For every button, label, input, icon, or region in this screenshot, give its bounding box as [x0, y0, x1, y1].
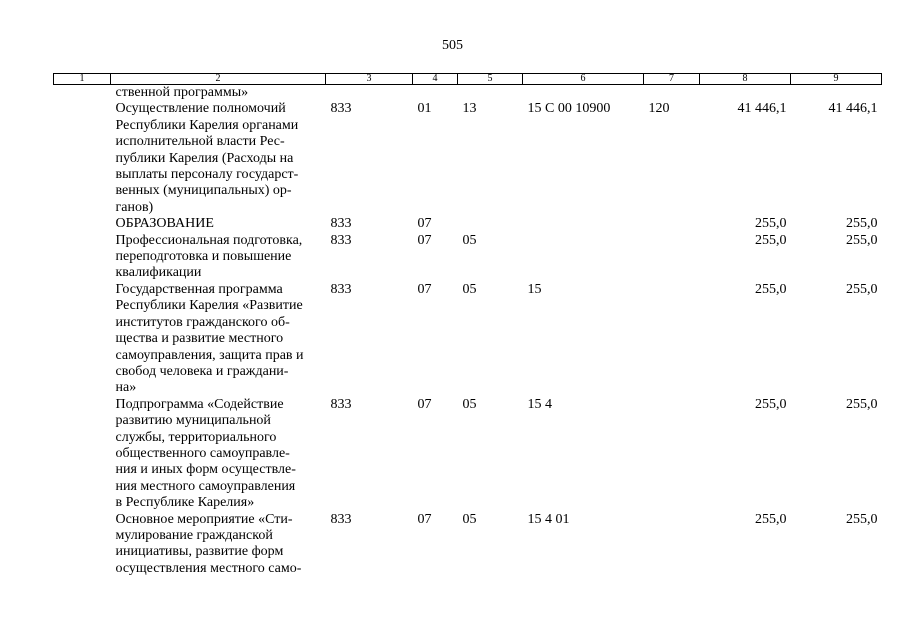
cell-sum-year-2: 41 446,1 [828, 101, 878, 117]
table-row [54, 397, 882, 512]
cell-empty [54, 282, 111, 397]
table-row [54, 85, 882, 102]
cell-ministry-code: 833 [330, 396, 352, 412]
name-line: осуществления местного само- [115, 560, 302, 576]
column-number: 2 [111, 74, 326, 85]
cell-sum-year-1: 255,0 [755, 511, 787, 527]
name-line: общественного самоуправле- [115, 445, 290, 461]
cell-sum-year-1 [700, 85, 791, 102]
cell-empty [54, 101, 111, 216]
cell-name [111, 216, 326, 232]
cell-section: 07 [417, 396, 432, 412]
name-line: свобод человека и граждани- [115, 363, 289, 379]
name-line: службы, территориального [115, 429, 277, 445]
column-number: 1 [54, 74, 111, 85]
column-number: 4 [413, 74, 458, 85]
column-number: 5 [458, 74, 523, 85]
table-row [54, 233, 882, 282]
column-number: 3 [326, 74, 413, 85]
name-line: в Республике Карелия» [115, 495, 255, 511]
cell-empty [54, 216, 111, 232]
name-line: Подпрограмма «Содействие [115, 396, 284, 412]
name-line: переподготовка и повышение [115, 249, 292, 265]
cell-ministry-code [326, 85, 413, 102]
name-line: развитию муниципальной [115, 413, 271, 429]
name-line: Осуществление полномочий [115, 101, 286, 117]
cell-section: 07 [417, 216, 432, 232]
name-line: ния и иных форм осуществле- [115, 462, 296, 478]
cell-subsection [458, 85, 523, 102]
cell-target-article [523, 233, 644, 282]
cell-name [111, 397, 326, 512]
table-row [54, 101, 882, 216]
cell-target-article: 15 4 01 [527, 511, 570, 527]
name-line: ганов) [115, 199, 154, 215]
cell-target-article: 15 С 00 10900 [527, 101, 611, 117]
cell-section: 07 [417, 232, 432, 248]
cell-ministry-code: 833 [330, 232, 352, 248]
cell-expense-type [644, 397, 700, 512]
table-row [54, 512, 882, 578]
cell-empty [54, 397, 111, 512]
cell-expense-type [644, 216, 700, 232]
name-line: исполнительной власти Рес- [115, 134, 285, 150]
cell-section [413, 85, 458, 102]
column-number: 9 [791, 74, 882, 85]
column-number: 7 [644, 74, 700, 85]
cell-name [111, 233, 326, 282]
cell-sum-year-2: 255,0 [846, 281, 878, 297]
name-line: ственной программы» [115, 85, 249, 100]
column-number-row [54, 74, 882, 85]
cell-ministry-code: 833 [330, 216, 352, 232]
cell-name [111, 282, 326, 397]
cell-subsection: 05 [462, 281, 477, 297]
cell-sum-year-1: 255,0 [755, 396, 787, 412]
cell-empty [54, 512, 111, 578]
name-line: щества и развитие местного [115, 331, 284, 347]
cell-sum-year-1: 255,0 [755, 216, 787, 232]
cell-subsection: 13 [462, 101, 477, 117]
budget-table [53, 73, 882, 577]
cell-expense-type: 120 [648, 101, 670, 117]
table-row [54, 216, 882, 232]
cell-sum-year-1: 41 446,1 [737, 101, 787, 117]
cell-expense-type [644, 233, 700, 282]
cell-subsection: 05 [462, 396, 477, 412]
cell-section: 07 [417, 511, 432, 527]
name-line: венных (муниципальных) ор- [115, 183, 292, 199]
name-line: квалификации [115, 265, 202, 281]
name-line: на» [115, 380, 137, 396]
name-line: институтов гражданского об- [115, 314, 290, 330]
name-line: выплаты персоналу государст- [115, 167, 299, 183]
name-line: ния местного самоуправления [115, 478, 296, 494]
cell-sum-year-2: 255,0 [846, 511, 878, 527]
cell-target-article: 15 4 [527, 396, 552, 412]
cell-sum-year-2 [791, 85, 882, 102]
name-line: ОБРАЗОВАНИЕ [115, 216, 214, 232]
table-body [54, 85, 882, 578]
cell-name [111, 85, 326, 102]
column-number: 8 [700, 74, 791, 85]
cell-sum-year-2: 255,0 [846, 232, 878, 248]
cell-ministry-code: 833 [330, 511, 352, 527]
cell-empty [54, 233, 111, 282]
cell-target-article [523, 85, 644, 102]
cell-expense-type [644, 85, 700, 102]
cell-sum-year-1: 255,0 [755, 281, 787, 297]
name-line: Республики Карелия органами [115, 117, 299, 133]
cell-sum-year-1: 255,0 [755, 232, 787, 248]
cell-expense-type [644, 282, 700, 397]
name-line: Основное мероприятие «Сти- [115, 511, 293, 527]
cell-name [111, 512, 326, 578]
table-row [54, 282, 882, 397]
cell-target-article: 15 [527, 281, 542, 297]
name-line: мулирование гражданской [115, 527, 273, 543]
page-number: 505 [442, 38, 463, 53]
cell-target-article [523, 216, 644, 232]
name-line: Профессиональная подготовка, [115, 232, 303, 248]
cell-ministry-code: 833 [330, 101, 352, 117]
cell-subsection: 05 [462, 232, 477, 248]
cell-sum-year-2: 255,0 [846, 396, 878, 412]
cell-empty [54, 85, 111, 102]
name-line: публики Карелия (Расходы на [115, 150, 294, 166]
cell-section: 01 [417, 101, 432, 117]
name-line: инициативы, развитие форм [115, 544, 284, 560]
cell-name [111, 101, 326, 216]
name-line: самоуправления, защита прав и [115, 347, 304, 363]
name-line: Государственная программа [115, 281, 283, 297]
cell-sum-year-2: 255,0 [846, 216, 878, 232]
cell-expense-type [644, 512, 700, 578]
cell-subsection [458, 216, 523, 232]
cell-ministry-code: 833 [330, 281, 352, 297]
name-line: Республики Карелия «Развитие [115, 298, 303, 314]
cell-section: 07 [417, 281, 432, 297]
column-number: 6 [523, 74, 644, 85]
cell-subsection: 05 [462, 511, 477, 527]
